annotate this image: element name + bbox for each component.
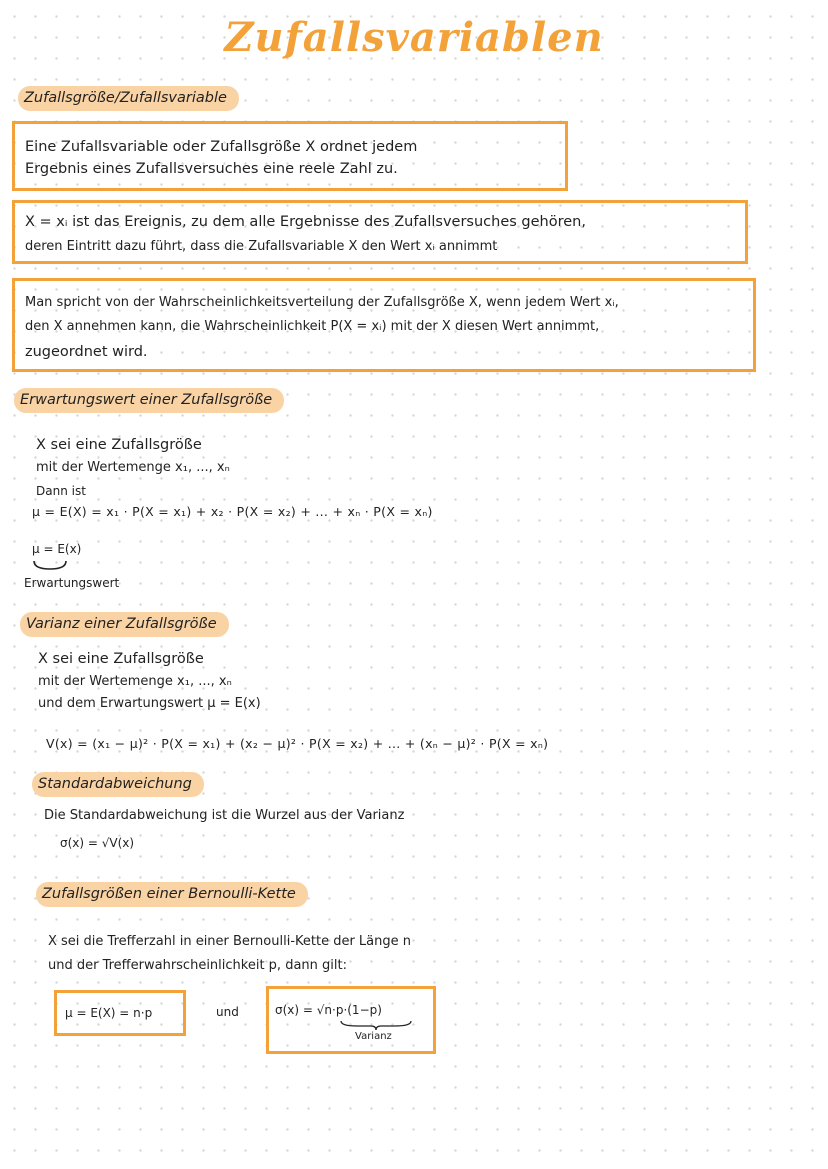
- mu-label: Erwartungswert: [24, 576, 120, 590]
- definition-line: zugeordnet wird.: [25, 344, 148, 360]
- definition-box-ereignis: [12, 200, 748, 264]
- standardabweichung-formula: σ(x) = √V(x): [60, 836, 135, 850]
- erwartungswert-formula: μ = E(X) = x₁ · P(X = x₁) + x₂ · P(X = x₂) + ... + xₙ · P(X = xₙ): [32, 504, 433, 519]
- definition-line: Eine Zufallsvariable oder Zufallsgröße X ordnet jedem: [25, 139, 418, 155]
- definition-line: den X annehmen kann, die Wahrscheinlichkeit P(X = xᵢ) mit der X diesen Wert annimmt,: [25, 319, 600, 334]
- formula-box-mu: [54, 990, 186, 1036]
- definition-box-zufallsvariable: [12, 121, 568, 191]
- text-line: X sei die Trefferzahl in einer Bernoulli-Kette der Länge n: [48, 934, 412, 949]
- section-heading-varianz: Varianz einer Zufallsgröße: [20, 612, 229, 637]
- varianz-label: Varianz: [355, 1031, 392, 1042]
- text-line: und der Trefferwahrscheinlichkeit p, dann gilt:: [48, 958, 347, 973]
- text-line: Die Standardabweichung ist die Wurzel aus der Varianz: [44, 808, 405, 823]
- text-line: Dann ist: [36, 484, 86, 498]
- text-line: mit der Wertemenge x₁, ..., xₙ: [38, 674, 232, 689]
- text-line: X sei eine Zufallsgröße: [36, 437, 202, 453]
- definition-line: X = xᵢ ist das Ereignis, zu dem alle Ergebnisse des Zufallsversuches gehören,: [25, 214, 586, 230]
- section-heading-erwartungswert: Erwartungswert einer Zufallsgröße: [14, 388, 284, 413]
- brace-icon: [339, 1019, 413, 1031]
- formula-box-sigma: [266, 986, 436, 1054]
- definition-box-verteilung: [12, 278, 756, 372]
- text-line: X sei eine Zufallsgröße: [38, 651, 204, 667]
- varianz-formula: V(x) = (x₁ − μ)² · P(X = x₁) + (x₂ − μ)² · P(X = x₂) + ... + (xₙ − μ)² · P(X = xₙ): [46, 736, 549, 751]
- mu-notation: μ = E(x): [32, 542, 82, 556]
- definition-line: deren Eintritt dazu führt, dass die Zufallsvariable X den Wert xᵢ annimmt: [25, 239, 498, 254]
- bernoulli-mu-formula: μ = E(X) = n·p: [65, 1006, 153, 1020]
- page-title: Zufallsvariablen: [224, 14, 604, 61]
- definition-line: Man spricht von der Wahrscheinlichkeitsverteilung der Zufallsgröße X, wenn jedem Wert xᵢ,: [25, 295, 619, 310]
- section-heading-bernoulli: Zufallsgrößen einer Bernoulli-Kette: [36, 882, 308, 907]
- und-label: und: [216, 1005, 239, 1019]
- section-heading-zufallsgroesse: Zufallsgröße/Zufallsvariable: [18, 86, 239, 111]
- section-heading-standardabweichung: Standardabweichung: [32, 772, 204, 797]
- brace-icon: [30, 558, 74, 574]
- text-line: und dem Erwartungswert μ = E(x): [38, 696, 261, 711]
- bernoulli-sigma-formula: σ(x) = √n·p·(1−p): [275, 1003, 382, 1017]
- text-line: mit der Wertemenge x₁, ..., xₙ: [36, 460, 230, 475]
- definition-line: Ergebnis eines Zufallsversuches eine reele Zahl zu.: [25, 161, 398, 177]
